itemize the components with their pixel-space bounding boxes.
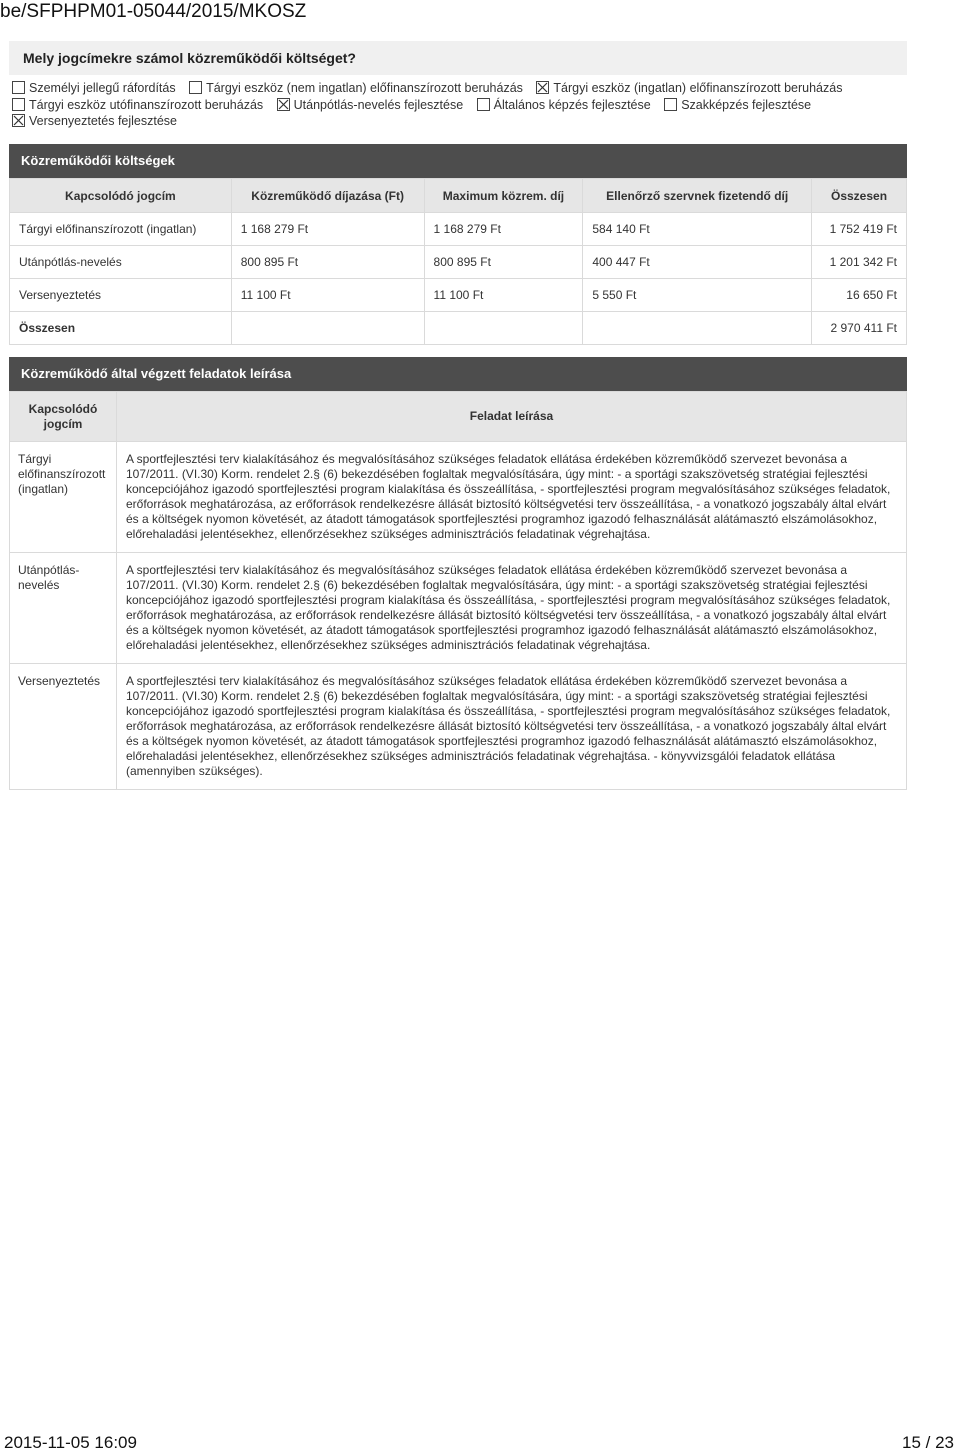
dijazas-cell: 11 100 Ft <box>231 279 424 312</box>
tasks-header-row <box>10 392 907 442</box>
costs-panel-header: Közreműködői költségek <box>9 144 907 178</box>
checkbox-icon[interactable] <box>189 81 202 94</box>
tasks-panel-header: Közreműködő által végzett feladatok leírása <box>9 357 907 391</box>
document-id: be/SFPHPM01-05044/2015/MKOSZ <box>0 1 307 22</box>
column-header: Kapcsolódó jogcím <box>10 179 232 213</box>
checkbox-label: Szakképzés fejlesztése <box>681 97 812 112</box>
checkbox-icon[interactable] <box>664 98 677 111</box>
column-header: Összesen <box>812 179 907 213</box>
jogcim-cell: Utánpótlás-nevelés <box>10 246 232 279</box>
column-header: Ellenőrző szervnek fizetendő díj <box>583 179 812 213</box>
empty-cell <box>424 312 583 345</box>
jogcim-checkbox-list <box>12 80 892 130</box>
checkbox-item[interactable] <box>477 97 651 114</box>
max-dij-cell: 1 168 279 Ft <box>424 213 583 246</box>
dijazas-cell: 1 168 279 Ft <box>231 213 424 246</box>
max-dij-cell: 800 895 Ft <box>424 246 583 279</box>
column-header: Kapcsolódó jogcím <box>10 392 117 442</box>
checkbox-item[interactable] <box>12 80 176 97</box>
ellenorzo-dij-cell: 400 447 Ft <box>583 246 812 279</box>
dijazas-cell: 800 895 Ft <box>231 246 424 279</box>
checkbox-item[interactable] <box>12 113 177 130</box>
footer-timestamp: 2015-11-05 16:09 <box>4 1433 137 1452</box>
column-header: Közreműködő díjazása (Ft) <box>231 179 424 213</box>
checkbox-label: Tárgyi eszköz (ingatlan) előfinanszírozott beruházás <box>553 81 843 95</box>
column-header: Maximum közrem. díj <box>424 179 583 213</box>
checkbox-icon[interactable] <box>12 81 25 94</box>
table-row <box>10 213 907 246</box>
column-header: Feladat leírása <box>116 392 906 442</box>
empty-cell <box>583 312 812 345</box>
jogcim-cell: Versenyeztetés <box>10 664 117 790</box>
total-row <box>10 312 907 345</box>
checkbox-label: Versenyeztetés fejlesztése <box>29 114 177 128</box>
jogcim-cell: Tárgyi előfinanszírozott (ingatlan) <box>10 442 117 553</box>
empty-cell <box>231 312 424 345</box>
checkbox-label: Tárgyi eszköz (nem ingatlan) előfinanszírozott beruházás <box>206 81 523 95</box>
checkbox-checked-icon[interactable] <box>536 81 549 94</box>
osszesen-cell: 1 752 419 Ft <box>812 213 907 246</box>
footer-page-number: 15 / 23 <box>902 1433 954 1452</box>
tasks-table <box>9 391 907 790</box>
description-cell: A sportfejlesztési terv kialakításához és megvalósításához szükséges feladatok ellátása érdekében közreműködő szervezet bevonása a 107/2011. (VI.30) Korm. rendelet 2.§ (6) bekezdésében foglaltak megvalósítására, úgy mint: - a sportági szakszövetség stratégiai fejlesztési koncepciójához igazodó sportfejlesztési program kialakítása és összeállítása, - sportfejlesztési program megvalósításához szükséges feladatok, erőforrások meghatározása, az erőforrások rendelkezésre állását biztosító költségvetési terv összeállítása, - a vonatkozó jogszabály által elvárt és a költségek nyomon követését, az átadott támogatások sportfejlesztési programhoz igazodó felhasználását alátámasztó elszámolásokhoz, előrehaladási jelentésekhez, ellenőrzésekhez szükséges adminisztrációs feladatinak végrehajtása. - könyvvizsgálói feladatok ellátása (amennyiben szükséges). <box>116 664 906 790</box>
table-row <box>10 246 907 279</box>
total-value: 2 970 411 Ft <box>812 312 907 345</box>
checkbox-icon[interactable] <box>477 98 490 111</box>
total-label: Összesen <box>10 312 232 345</box>
checkbox-item[interactable] <box>664 97 811 114</box>
max-dij-cell: 11 100 Ft <box>424 279 583 312</box>
description-cell: A sportfejlesztési terv kialakításához és megvalósításához szükséges feladatok ellátása érdekében közreműködő szervezet bevonása a 107/2011. (VI.30) Korm. rendelet 2.§ (6) bekezdésében foglaltak megvalósítására, úgy mint: - a sportági szakszövetség stratégiai fejlesztési koncepciójához igazodó sportfejlesztési program kialakítása és összeállítása, - sportfejlesztési program megvalósításához szükséges feladatok, erőforrások meghatározása, az erőforrások rendelkezésre állását biztosító költségvetési terv összeállítása, - a vonatkozó jogszabály által elvárt és a költségek nyomon követését, az átadott támogatások sportfejlesztési programhoz igazodó felhasználását alátámasztó elszámolásokhoz, előrehaladási jelentésekhez, ellenőrzésekhez szükséges adminisztrációs feladatinak végrehajtása. <box>116 553 906 664</box>
osszesen-cell: 16 650 Ft <box>812 279 907 312</box>
checkbox-label: Utánpótlás-nevelés fejlesztése <box>293 97 464 112</box>
table-row <box>10 442 907 553</box>
description-cell: A sportfejlesztési terv kialakításához és megvalósításához szükséges feladatok ellátása érdekében közreműködő szervezet bevonása a 107/2011. (VI.30) Korm. rendelet 2.§ (6) bekezdésében foglaltak megvalósítására, úgy mint: - a sportági szakszövetség stratégiai fejlesztési koncepciójához igazodó sportfejlesztési program kialakítása és összeállítása, - sportfejlesztési program megvalósításához szükséges feladatok, erőforrások meghatározása, az erőforrások rendelkezésre állását biztosító költségvetési terv összeállítása, - a vonatkozó jogszabály által elvárt és a költségek nyomon követését, az átadott támogatások sportfejlesztési programhoz igazodó felhasználását alátámasztó elszámolásokhoz, előrehaladási jelentésekhez, ellenőrzésekhez szükséges adminisztrációs feladatinak végrehajtása. <box>116 442 906 553</box>
checkbox-item[interactable] <box>277 97 464 114</box>
checkbox-label: Személyi jellegű ráfordítás <box>29 81 176 95</box>
question-heading: Mely jogcímekre számol közreműködői költséget? <box>9 41 907 75</box>
costs-header-row <box>10 179 907 213</box>
checkbox-item[interactable] <box>189 80 523 97</box>
jogcim-cell: Versenyeztetés <box>10 279 232 312</box>
checkbox-item[interactable] <box>12 97 263 114</box>
costs-table <box>9 178 907 345</box>
table-row <box>10 664 907 790</box>
checkbox-item[interactable] <box>536 80 842 97</box>
ellenorzo-dij-cell: 584 140 Ft <box>583 213 812 246</box>
jogcim-cell: Tárgyi előfinanszírozott (ingatlan) <box>10 213 232 246</box>
checkbox-label: Tárgyi eszköz utófinanszírozott beruházás <box>29 97 264 112</box>
table-row <box>10 553 907 664</box>
ellenorzo-dij-cell: 5 550 Ft <box>583 279 812 312</box>
checkbox-checked-icon[interactable] <box>12 114 25 127</box>
jogcim-cell: Utánpótlás-nevelés <box>10 553 117 664</box>
table-row <box>10 279 907 312</box>
osszesen-cell: 1 201 342 Ft <box>812 246 907 279</box>
checkbox-icon[interactable] <box>12 98 25 111</box>
checkbox-label: Általános képzés fejlesztése <box>493 97 651 112</box>
checkbox-checked-icon[interactable] <box>277 98 290 111</box>
